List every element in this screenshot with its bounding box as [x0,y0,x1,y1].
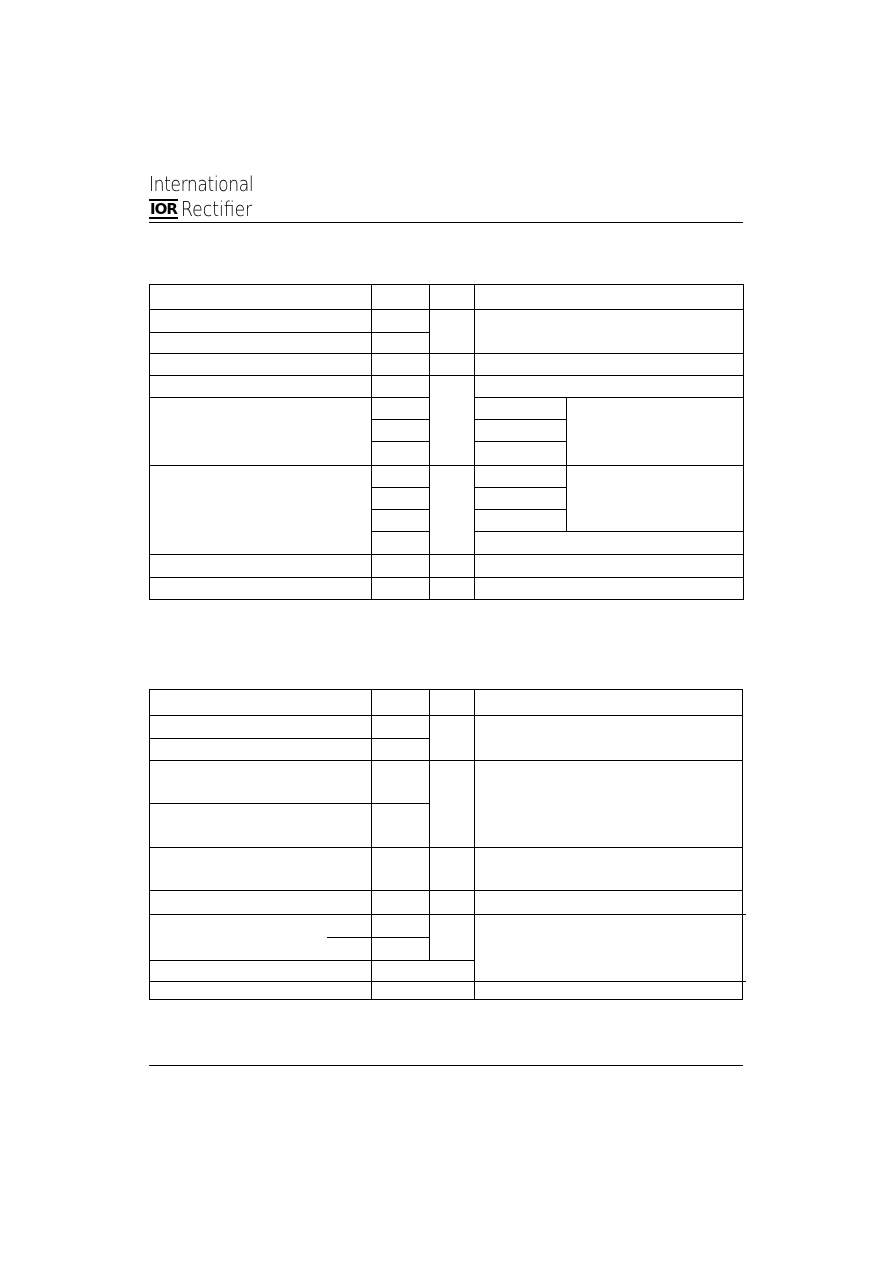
company-name-line1: International [149,172,254,196]
company-name-line2: Rectifier [180,197,253,221]
ior-logo-mark: IOR [150,200,177,218]
footer-rule [149,1065,743,1066]
